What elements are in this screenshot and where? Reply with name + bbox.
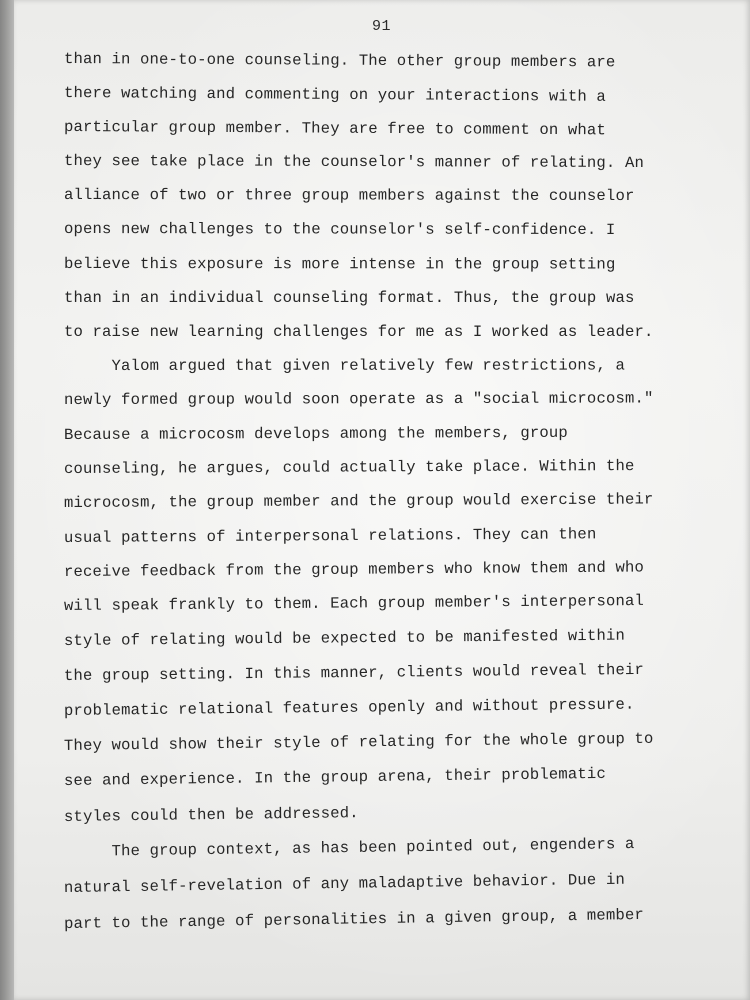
text-line: they see take place in the counselor's manner of relating. An: [63, 152, 645, 173]
text-line: problematic relational features openly and without pressure.: [63, 695, 635, 720]
text-line: see and experience. In the group arena, their problematic: [63, 764, 607, 790]
document-page: [14, 0, 750, 1000]
text-line: particular group member. They are free to comment on what: [63, 118, 606, 140]
text-line: there watching and commenting on your interactions with a: [63, 84, 607, 106]
text-line: believe this exposure is more intense in the group setting: [63, 255, 616, 274]
text-line: the group setting. In this manner, clients would reveal their: [63, 660, 645, 685]
text-line: opens new challenges to the counselor's self-confidence. I: [63, 220, 616, 239]
text-line: counseling, he argues, could actually take place. Within the: [63, 457, 635, 478]
text-line: than in one-to-one counseling. The other group members are: [63, 50, 616, 72]
text-line: to raise new learning challenges for me as I worked as leader.: [64, 323, 654, 341]
text-line: will speak frankly to them. Each group member's interpersonal: [63, 591, 645, 615]
text-line: Yalom argued that given relatively few restrictions, a: [63, 356, 625, 375]
text-line: Because a microcosm develops among the members, group: [63, 423, 568, 444]
text-line: styles could then be addressed.: [63, 804, 359, 826]
text-line: than in an individual counseling format. Thus, the group was: [64, 289, 635, 307]
text-line: usual patterns of interpersonal relations. They can then: [63, 525, 597, 547]
text-line: newly formed group would soon operate as a "social microcosm.": [63, 389, 654, 409]
text-line: alliance of two or three group members against the counselor: [63, 186, 635, 205]
text-line: microcosm, the group member and the group would exercise their: [63, 490, 654, 512]
text-line: They would show their style of relating for the whole group to: [63, 729, 654, 755]
text-line: The group context, as has been pointed out, engenders a: [63, 835, 635, 861]
text-line: style of relating would be expected to be manifested within: [63, 626, 626, 650]
text-line: receive feedback from the group members who know them and who: [63, 558, 645, 581]
text-line: part to the range of personalities in a given group, a member: [63, 905, 645, 933]
text-line: natural self-revelation of any maladaptive behavior. Due in: [63, 870, 626, 897]
page-number: 91: [372, 18, 392, 35]
